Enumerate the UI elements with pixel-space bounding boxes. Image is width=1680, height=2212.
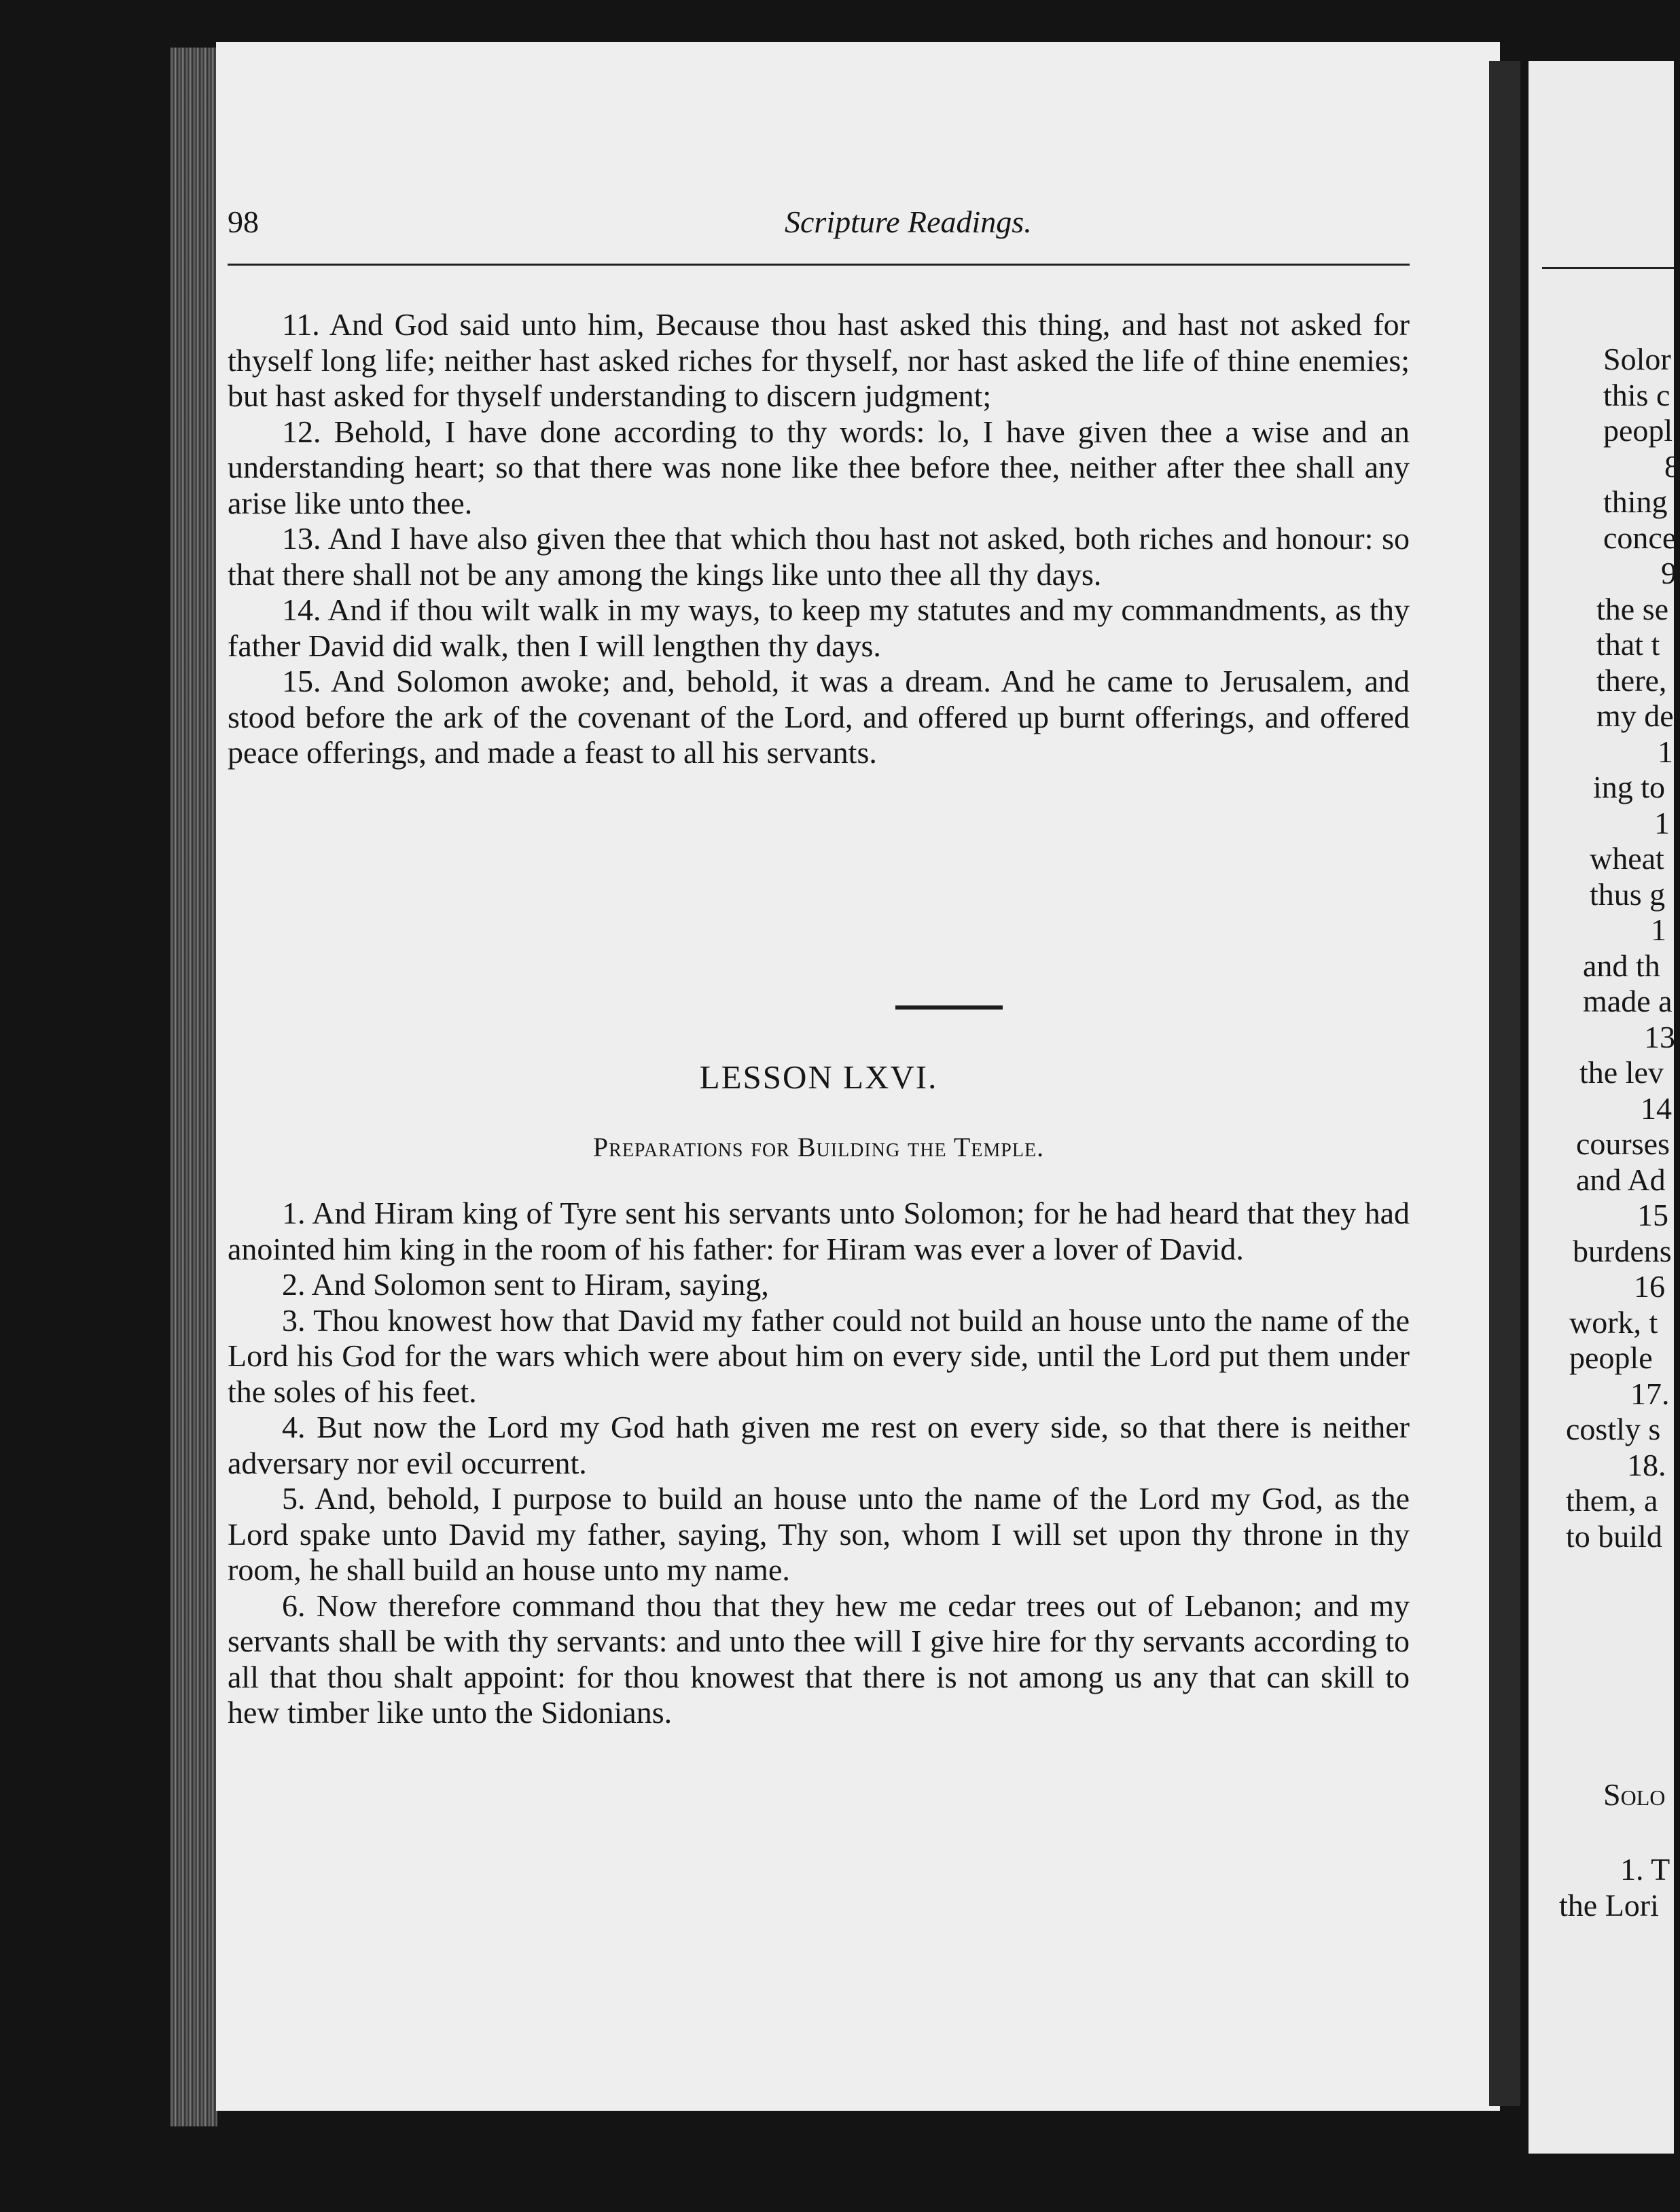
fragment-line: conce — [1603, 520, 1677, 555]
fragment-line: 17. — [1630, 1376, 1670, 1411]
fragment-line: 1 — [1658, 734, 1673, 769]
page-fold-shadow — [1489, 61, 1520, 2106]
fragment-line: the lev — [1579, 1055, 1664, 1090]
fragment-line: 8 — [1664, 449, 1680, 484]
fragment-line: 14 — [1641, 1091, 1672, 1126]
fragment-line: thus g — [1590, 877, 1666, 912]
lesson-verse-5: 5. And, behold, I purpose to build an house unto the name of the Lord my God, as the Lord spake unto David my father, saying, Thy son, whom I will set upon thy throne in thy room, he shall build an house unto my name. — [228, 1481, 1410, 1587]
fragment-line: burdens — [1573, 1234, 1672, 1268]
running-head: Scripture Readings. — [785, 204, 1032, 239]
fragment-line: that t — [1596, 627, 1660, 662]
lesson-verse-2: 2. And Solomon sent to Hiram, saying, — [282, 1267, 769, 1302]
fragment-line: the se — [1596, 592, 1669, 626]
fragment-line: Solo — [1603, 1777, 1666, 1812]
fragment-line: costly s — [1566, 1412, 1661, 1446]
fragment-line: this c — [1603, 378, 1670, 412]
fragment-line: and th — [1583, 948, 1660, 983]
fragment-line: wheat — [1590, 841, 1664, 876]
fragment-line: work, t — [1569, 1305, 1658, 1340]
fragment-line: and Ad — [1576, 1162, 1666, 1197]
verses-block-lesson — [228, 1196, 1410, 1731]
fragment-line: courses — [1576, 1126, 1670, 1161]
fragment-line: 18. — [1627, 1448, 1666, 1482]
lesson-verse-6: 6. Now therefore command thou that they hew me cedar trees out of Lebanon; and my servants shall be with thy servants: and unto thee will I give hire for thy servants according to all that thou shalt appoint: for thou knowest that there is not among us any that can skill to hew timber like unto the Sidonians. — [228, 1588, 1410, 1730]
fragment-line: thing — [1603, 484, 1668, 519]
fragment-line: 1 — [1654, 806, 1670, 840]
book-gutter — [170, 48, 217, 2126]
verse-13: 13. And I have also given thee that which thou hast not asked, both riches and honour: so that there shall not be any among the kings like unto thee all thy days. — [228, 521, 1410, 592]
page-number: 98 — [228, 204, 259, 239]
fragment-line: 1. T — [1620, 1852, 1670, 1887]
fragment-line: there, — [1596, 663, 1667, 698]
lesson-verse-4: 4. But now the Lord my God hath given me rest on every side, so that there is neither adversary nor evil occurrent. — [228, 1410, 1410, 1480]
section-divider — [895, 1005, 1003, 1010]
fragment-line: them, a — [1566, 1483, 1658, 1518]
verses-block-top — [228, 307, 1410, 771]
fragment-line: peopl — [1603, 413, 1673, 448]
fragment-line: people — [1569, 1340, 1653, 1375]
fragment-line: made a — [1583, 984, 1673, 1018]
header-rule — [228, 264, 1410, 266]
fragment-line: 9 — [1661, 556, 1677, 590]
fragment-line: the Lori — [1559, 1888, 1659, 1923]
fragment-line: my de — [1596, 698, 1674, 733]
fragment-line: ing to — [1593, 770, 1666, 804]
verse-15: 15. And Solomon awoke; and, behold, it was a dream. And he came to Jerusalem, and stood before the ark of the covenant of the Lord, and offered up burnt offerings, and offered peace offerings, and made a feast to all his servants. — [228, 664, 1410, 770]
fragment-line: 15 — [1637, 1198, 1668, 1232]
verse-12: 12. Behold, I have done according to thy words: lo, I have given thee a wise and an understanding heart; so that there was none like thee before thee, neither after thee shall any arise like unto thee. — [228, 414, 1410, 520]
lesson-verse-1: 1. And Hiram king of Tyre sent his servants unto Solomon; for he had heard that they had anointed him king in the room of his father: for Hiram was ever a lover of David. — [228, 1196, 1410, 1266]
right-page-fragment — [1529, 61, 1680, 2154]
page-header — [228, 204, 1410, 258]
lesson-subtitle: Preparations for Building the Temple. — [592, 1132, 1045, 1162]
lesson-title: LESSON LXVI. — [699, 1058, 938, 1096]
fragment-line: 16 — [1634, 1269, 1665, 1304]
verse-11: 11. And God said unto him, Because thou hast asked this thing, and hast not asked for thyself long life; neither hast asked riches for thyself, nor hast asked the life of thine enemies; but hast asked for thyself understanding to discern judgment; — [228, 307, 1410, 413]
fragment-line: 13 — [1644, 1020, 1675, 1054]
fragment-line: Solor — [1603, 342, 1671, 376]
fragment-line: to build — [1566, 1519, 1662, 1554]
lesson-verse-3: 3. Thou knowest how that David my father could not build an house unto the name of the Lord his God for the wars which were about him on every side, until the Lord put them under the soles of his feet. — [228, 1302, 1410, 1409]
verse-14: 14. And if thou wilt walk in my ways, to keep my statutes and my commandments, as thy father David did walk, then I will lengthen thy days. — [228, 592, 1410, 663]
fragment-line: 1 — [1651, 912, 1666, 947]
right-page-header-rule — [1542, 267, 1674, 269]
